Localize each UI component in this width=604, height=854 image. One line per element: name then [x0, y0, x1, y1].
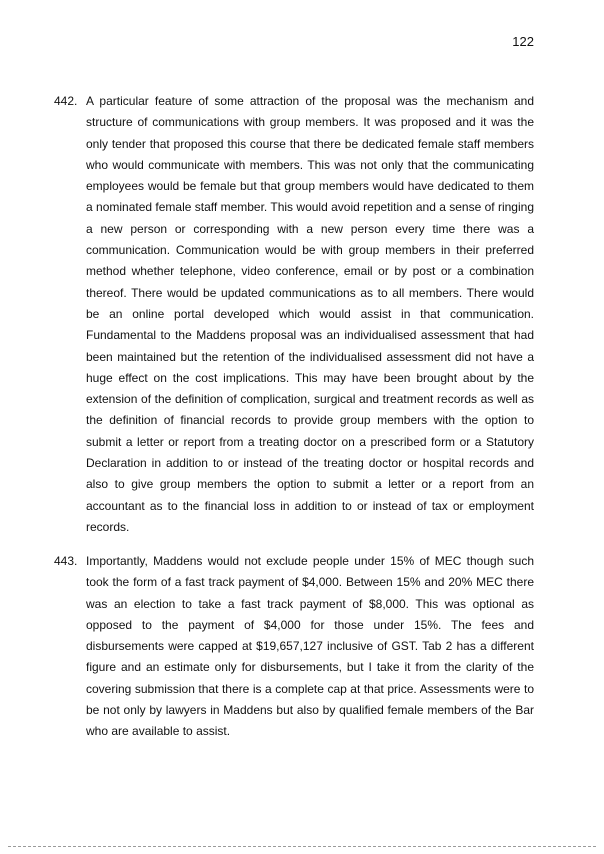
paragraph-442 — [54, 91, 534, 538]
paragraph-number: 442. — [54, 94, 78, 108]
footer-divider — [8, 846, 596, 847]
page-number: 122 — [512, 34, 534, 49]
paragraph-443 — [54, 551, 534, 743]
paragraph-text: Importantly, Maddens would not exclude people under 15% of MEC though such took the form of a fast track payment of $4,000. Between 15% and 20% MEC there was an election to take a fast track payment of $8,000. This was optional as opposed to the payment of $4,000 for those under 15%. The fees and disbursements were capped at $19,657,127 inclusive of GST. Tab 2 has a different figure and an estimate only for disbursements, but I take it from the clarity of the covering submission that there is a complete cap at that price. Assessments were to be not only by lawyers in Maddens but also by qualified female members of the Bar who are available to assist. — [86, 554, 534, 739]
paragraph-number: 443. — [54, 554, 78, 568]
paragraph-text: A particular feature of some attraction of the proposal was the mechanism and structure of communications with group members. It was proposed and it was the only tender that proposed this course that there be dedicated female staff members who would communicate with members. This was not only that the communicating employees would be female but that group members would have dedicated to them a nominated female staff member. This would avoid repetition and a sense of ringing a new person or corresponding with a new person every time there was a communication. Communication would be with group members in their preferred method whether telephone, video conference, email or by post or a combination thereof. There would be updated communications as to all members. There would be an online portal developed which would assist in that communication. Fundamental to the Maddens proposal was an individualised assessment that had been maintained but the retention of the individualised assessment did not have a huge effect on the cost implications. This may have been brought about by the extension of the definition of complication, surgical and treatment records as well as the definition of financial records to provide group members with the option to submit a letter or report from a treating doctor on a prescribed form or a Statutory Declaration in addition to or instead of the treating doctor or hospital records and also to give group members the option to submit a letter or a report from an accountant as to the financial loss in addition to or instead of tax or employment records. — [86, 94, 534, 534]
